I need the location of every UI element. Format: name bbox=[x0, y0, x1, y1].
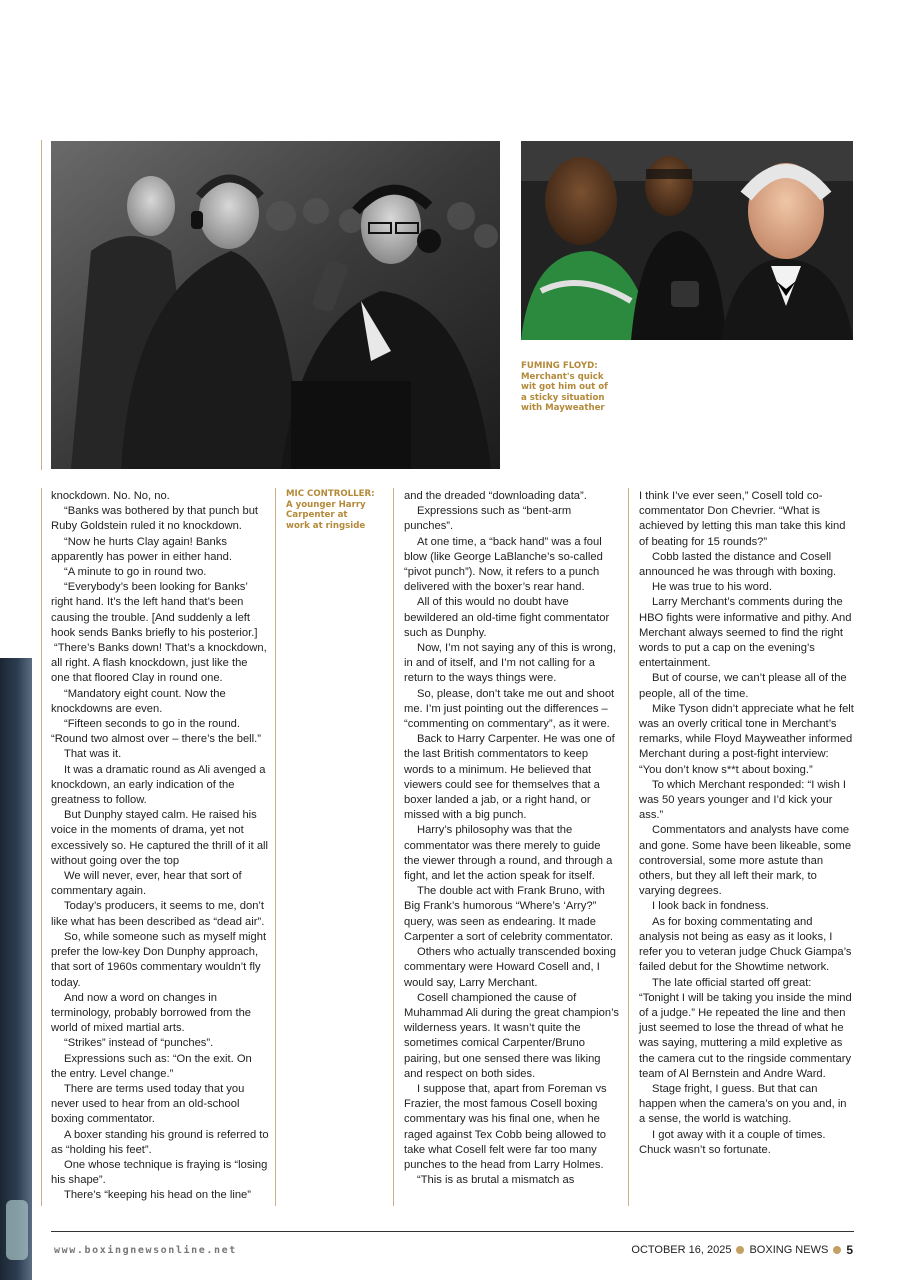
paragraph: knockdown. No. No, no. bbox=[51, 490, 170, 502]
paragraph: Expressions such as: “On the exit. On the entry. Level change.” bbox=[51, 1052, 252, 1080]
caption-line: work at ringside bbox=[286, 520, 366, 531]
paragraph: Back to Harry Carpenter. He was one of the last British commentators to keep words to a minimum. He believed that viewers could see for themselves that a boxer landed a jab, or a right hand, or missed with a big punch. bbox=[404, 733, 615, 822]
bullet-dot-icon bbox=[833, 1246, 841, 1254]
paragraph: At one time, a “back hand” was a foul blow (like George LaBlanche’s so-called “pivot punch”). Now, it refers to a punch delivered with the boxer’s rear hand. bbox=[404, 535, 603, 594]
article-column-2 bbox=[404, 489, 619, 1188]
paragraph: Larry Merchant’s comments during the HBO fights were informative and pithy. And Merchant always seemed to find the right words to put a cap on the evening’s entertainment. bbox=[639, 596, 852, 670]
caption-title: FUMING FLOYD: bbox=[521, 361, 598, 371]
paragraph: I suppose that, apart from Foreman vs Frazier, the most famous Cosell boxing commentary was his final one, when he raged against Tex Cobb being allowed to take what Cosell felt were far too many punches to the head from Larry Holmes. bbox=[404, 1082, 607, 1171]
photo-column-rule bbox=[41, 140, 42, 470]
paragraph: But Dunphy stayed calm. He raised his voice in the moments of drama, yet not excessively so. He captured the thrill of it all without going over the top bbox=[51, 809, 269, 867]
paragraph: A boxer standing his ground is referred to as “holding his feet”. bbox=[51, 1128, 269, 1156]
footer-website-url: www.boxingnewsonline.net bbox=[54, 1245, 237, 1256]
paragraph: and the dreaded “downloading data”. bbox=[404, 490, 587, 502]
paragraph: Harry’s philosophy was that the commentator was there merely to guide the viewer through a round, and through a fight, and let the action speak for itself. bbox=[404, 824, 613, 883]
paragraph: “Mandatory eight count. Now the knockdowns are even. bbox=[51, 687, 226, 715]
paragraph: Expressions such as “bent-arm punches”. bbox=[404, 505, 572, 533]
column-rule-3 bbox=[393, 488, 394, 1206]
paragraph: So, please, don’t take me out and shoot me. I’m just pointing out the differences – “commenting on commentary”, as it were. bbox=[404, 687, 615, 731]
paragraph: That was it. bbox=[64, 748, 122, 761]
paragraph: “Everybody’s been looking for Banks’ right hand. It’s the left hand that’s been causing the trouble. [And suddenly a left hook sends Banks briefly to his posterior.] bbox=[51, 581, 258, 639]
paragraph: He was true to his word. bbox=[652, 581, 773, 594]
paragraph: To which Merchant responded: “I wish I was 50 years younger and I’d kick your ass.” bbox=[639, 778, 847, 822]
paragraph: “Fifteen seconds to go in the round. “Round two almost over – there’s the bell.” bbox=[51, 718, 261, 746]
column-rule-2 bbox=[275, 488, 276, 1206]
paragraph: Stage fright, I guess. But that can happen when the camera’s on you and, in a sense, the world is watching. bbox=[639, 1082, 847, 1126]
issue-date: OCTOBER 16, 2025 bbox=[631, 1244, 732, 1256]
footer-folio bbox=[631, 1243, 853, 1257]
paragraph: But of course, we can’t please all of the people, all of the time. bbox=[639, 672, 847, 700]
paragraph: It was a dramatic round as Ali avenged a knockdown, an early indication of the greatness to follow. bbox=[51, 763, 266, 807]
paragraph: “A minute to go in round two. bbox=[64, 566, 207, 579]
paragraph: Now, I’m not saying any of this is wrong, in and of itself, and I’m not calling for a return to the ways things were. bbox=[404, 642, 616, 685]
paragraph: “Now he hurts Clay again! Banks apparently has power in either hand. bbox=[51, 535, 232, 563]
caption-line: with Mayweather bbox=[521, 403, 605, 414]
paragraph: The late official started off great: “Tonight I will be taking you inside the mind of a judge.” He repeated the line and then just seemed to lose the thread of what he was saying, muttering a mild expletive as the camera cut to the ringside commentary team of Al Bernstein and Andre Ward. bbox=[639, 976, 852, 1080]
paragraph: Cobb lasted the distance and Cosell announced he was through with boxing. bbox=[639, 550, 837, 579]
paragraph: One whose technique is fraying is “losing his shape”. bbox=[51, 1158, 268, 1187]
caption-line: A younger Harry bbox=[286, 499, 366, 510]
paragraph: All of this would no doubt have bewildered an old-time fight commentator such as Dunphy. bbox=[404, 596, 610, 639]
caption-line: Merchant's quick bbox=[521, 371, 604, 382]
caption-line: wit got him out of bbox=[521, 382, 608, 393]
paragraph: Commentators and analysts have come and gone. Some have been likeable, some controversial, some more astute than others, but they all left their mark, to varying degrees. bbox=[639, 824, 852, 898]
paragraph: Today’s producers, it seems to me, don’t like what has been described as “dead air”. bbox=[51, 900, 265, 928]
paragraph: I look back in fondness. bbox=[652, 900, 769, 913]
paragraph: Others who actually transcended boxing commentary were Howard Cosell and, I would say, Larry Merchant. bbox=[404, 946, 617, 989]
article-column-3 bbox=[639, 489, 854, 1158]
mic-controller-caption bbox=[286, 489, 375, 531]
fuming-floyd-caption bbox=[521, 361, 608, 414]
paragraph: And now a word on changes in terminology, probably borrowed from the world of mixed martial arts. bbox=[51, 991, 252, 1035]
caption-line: Carpenter at bbox=[286, 510, 348, 521]
mayweather-merchant-photo bbox=[521, 141, 853, 340]
paragraph: The double act with Frank Bruno, with Big Frank’s humorous “Where’s ‘Arry?” query, was seen as endearing. It made Carpenter a sort of celebrity commentator. bbox=[404, 885, 613, 943]
paragraph: “Banks was bothered by that punch but Ruby Goldstein ruled it no knockdown. bbox=[51, 505, 259, 533]
paragraph: Cosell championed the cause of Muhammad Ali during the great champion’s wilderness years. It wasn’t quite the sometimes comical Carpenter/Bruno pairing, but one sensed there was liking and respect on both sides. bbox=[404, 991, 619, 1080]
page-number: 5 bbox=[846, 1243, 853, 1257]
paragraph: I think I’ve ever seen,” Cosell told co-commentator Don Chevrier. “What is achieved by letting this man take this kind of beating for 15 rounds?” bbox=[639, 490, 846, 548]
article-column-1 bbox=[51, 489, 269, 1204]
left-edge-photo-bleed bbox=[0, 658, 32, 1280]
paragraph: I got away with it a couple of times. Chuck wasn’t so fortunate. bbox=[639, 1128, 826, 1156]
paragraph: As for boxing commentating and analysis not being as easy as it looks, I refer you to veteran judge Chuck Giampa’s failed debut for the Showtime network. bbox=[639, 915, 852, 974]
paragraph: So, while someone such as myself might prefer the low-key Don Dunphy approach, that sort of 1960s commentary wouldn’t fly today. bbox=[51, 930, 267, 989]
paragraph: Mike Tyson didn’t appreciate what he felt was an overly critical tone in Merchant’s remarks, while Floyd Mayweather informed Merchant during a post-fight interview: “You don’t know s**t about boxing.” bbox=[639, 702, 854, 776]
bullet-dot-icon bbox=[736, 1246, 744, 1254]
paragraph: “This is as brutal a mismatch as bbox=[417, 1174, 575, 1187]
paragraph: “There’s Banks down! That’s a knockdown, all right. A flash knockdown, just like the one that floored Clay in round one. bbox=[51, 642, 267, 685]
caption-line: a sticky situation bbox=[521, 392, 605, 403]
paragraph: “Strikes” instead of “punches”. bbox=[64, 1037, 214, 1050]
paragraph: There are terms used today that you never used to hear from an old-school boxing commentator. bbox=[51, 1082, 245, 1126]
paragraph: There’s “keeping his head on the line” bbox=[64, 1189, 251, 1202]
publication-name: BOXING NEWS bbox=[749, 1244, 829, 1256]
paragraph: We will never, ever, hear that sort of commentary again. bbox=[51, 870, 242, 898]
harry-carpenter-ringside-photo bbox=[51, 141, 500, 469]
footer-rule bbox=[51, 1231, 854, 1232]
column-rule-1 bbox=[41, 488, 42, 1206]
column-rule-4 bbox=[628, 488, 629, 1206]
caption-title: MIC CONTROLLER: bbox=[286, 489, 375, 499]
